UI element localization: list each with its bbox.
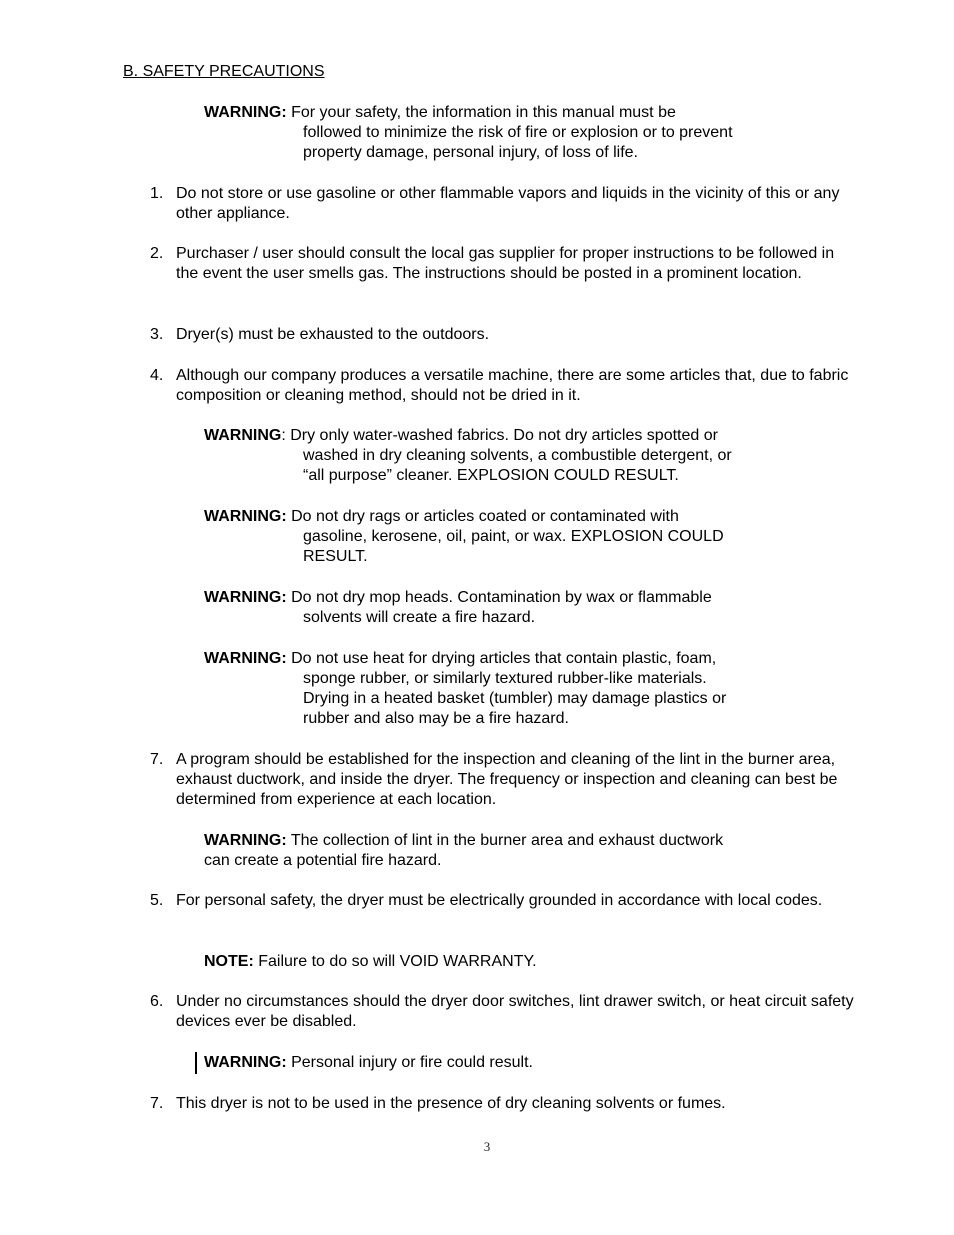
warning-text: gasoline, kerosene, oil, paint, or wax. EXPLOSION COULD	[303, 528, 724, 545]
page-number: 3	[483, 1139, 491, 1154]
warning-label: WARNING:	[204, 832, 287, 849]
item-number: 5.	[150, 892, 164, 909]
warning-label: WARNING:	[204, 650, 287, 667]
warning-text: Do not use heat for drying articles that contain plastic, foam,	[286, 650, 717, 667]
item-number: 1.	[150, 185, 164, 202]
warning-text: property damage, personal injury, of loss of life.	[303, 144, 638, 161]
warning-water-washed	[204, 426, 844, 486]
warning-text: Drying in a heated basket (tumbler) may damage plastics or	[303, 690, 727, 707]
item-text: Under no circumstances should the dryer door switches, lint drawer switch, or heat circuit safety devices ever be disabled.	[176, 993, 854, 1030]
change-bar	[195, 1052, 197, 1074]
warning-text: washed in dry cleaning solvents, a combustible detergent, or	[303, 447, 732, 464]
item-number: 7.	[150, 751, 164, 768]
item-text: Although our company produces a versatile machine, there are some articles that, due to fabric composition or cleaning method, should not be dried in it.	[176, 367, 849, 404]
item-text: Do not store or use gasoline or other flammable vapors and liquids in the vicinity of this or any other appliance.	[176, 185, 840, 222]
note-warranty	[204, 952, 844, 972]
warning-text: can create a potential fire hazard.	[204, 852, 442, 869]
item-number: 7.	[150, 1095, 164, 1112]
warning-label: WARNING	[204, 427, 282, 444]
warning-text: sponge rubber, or similarly textured rubber-like materials.	[303, 670, 707, 687]
warning-text: Do not dry mop heads. Contamination by wax or flammable	[286, 589, 712, 606]
warning-text: RESULT.	[303, 548, 368, 565]
warning-text: Do not dry rags or articles coated or contaminated with	[286, 508, 679, 525]
warning-intro	[204, 103, 844, 163]
warning-rags	[204, 507, 844, 567]
warning-text: For your safety, the information in this manual must be	[286, 104, 676, 121]
item-text: Dryer(s) must be exhausted to the outdoors.	[176, 326, 490, 343]
item-text: Purchaser / user should consult the local gas supplier for proper instructions to be followed in the event the user smells gas. The instructions should be posted in a prominent location.	[176, 245, 835, 282]
warning-lint	[204, 831, 844, 871]
warning-injury	[204, 1053, 844, 1073]
warning-heat	[204, 649, 844, 729]
warning-label: WARNING:	[204, 508, 287, 525]
item-text: For personal safety, the dryer must be electrically grounded in accordance with local codes.	[176, 892, 823, 909]
warning-text: solvents will create a fire hazard.	[303, 609, 536, 626]
item-text: A program should be established for the inspection and cleaning of the lint in the burner area, exhaust ductwork, and inside the dryer. The frequency or inspection and cleaning can best be determined from experience at each location.	[176, 751, 838, 808]
warning-label: WARNING:	[204, 1054, 287, 1071]
note-label: NOTE:	[204, 953, 254, 970]
warning-mop-heads	[204, 588, 844, 628]
warning-label: WARNING:	[204, 589, 287, 606]
warning-text: “all purpose” cleaner. EXPLOSION COULD RESULT.	[303, 467, 679, 484]
warning-label: WARNING:	[204, 104, 287, 121]
section-heading: B. SAFETY PRECAUTIONS	[123, 63, 325, 80]
item-number: 2.	[150, 245, 164, 262]
warning-text: : Dry only water-washed fabrics. Do not dry articles spotted or	[281, 427, 718, 444]
warning-text: Personal injury or fire could result.	[286, 1054, 533, 1071]
warning-text: followed to minimize the risk of fire or explosion or to prevent	[303, 124, 733, 141]
warning-text: The collection of lint in the burner area and exhaust ductwork	[286, 832, 724, 849]
item-number: 3.	[150, 326, 164, 343]
warning-text: rubber and also may be a fire hazard.	[303, 710, 569, 727]
note-text: Failure to do so will VOID WARRANTY.	[253, 953, 537, 970]
item-number: 6.	[150, 993, 164, 1010]
item-text: This dryer is not to be used in the presence of dry cleaning solvents or fumes.	[176, 1095, 726, 1112]
item-number: 4.	[150, 367, 164, 384]
